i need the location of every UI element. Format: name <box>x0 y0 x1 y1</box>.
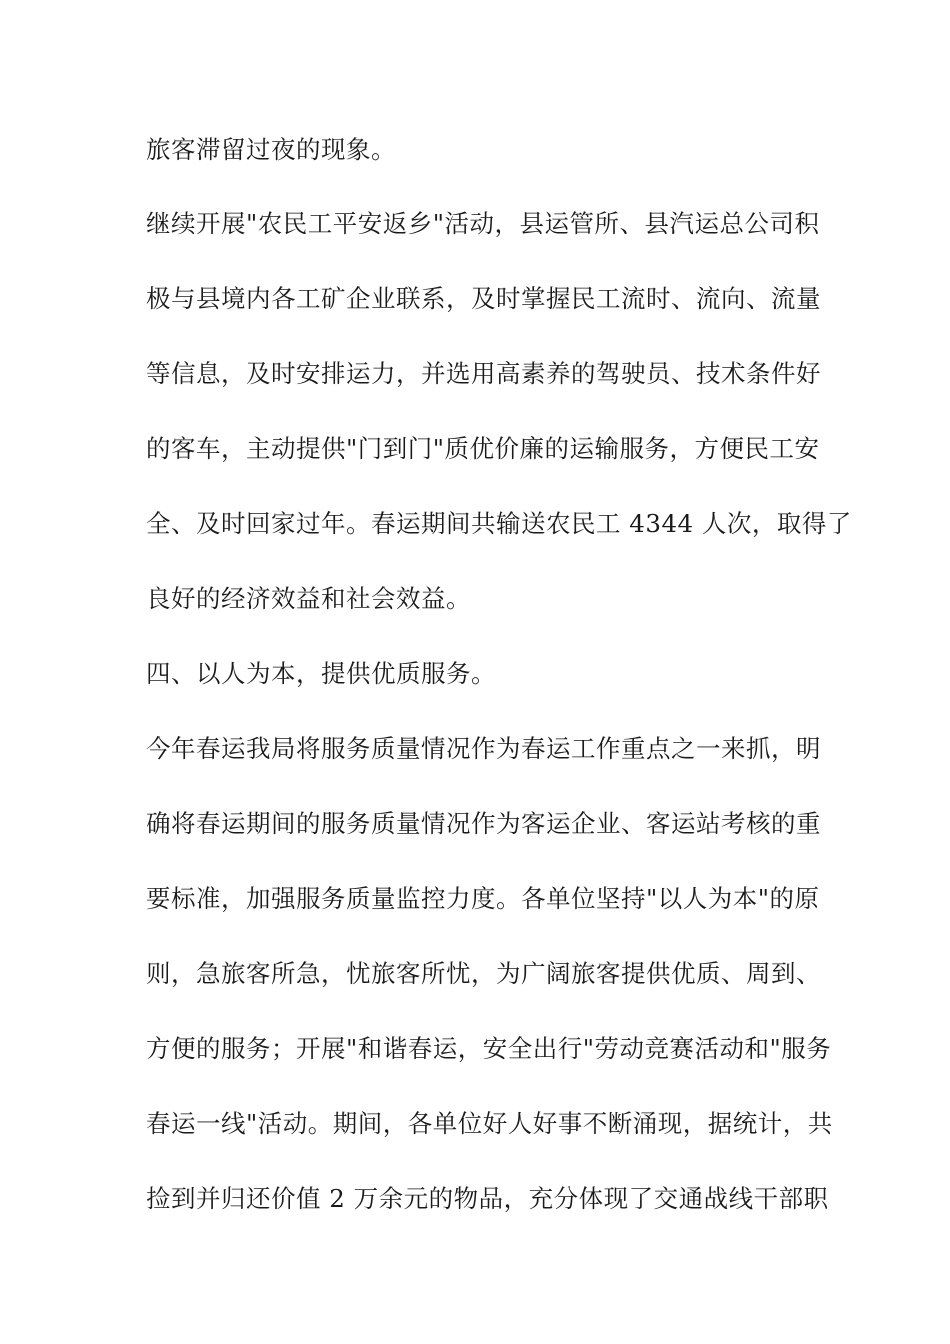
text-line: 则，急旅客所急，忧旅客所忧，为广阔旅客提供优质、周到、 <box>146 959 821 988</box>
text-line: 要标准，加强服务质量监控力度。各单位坚持"以人为本"的原 <box>146 884 820 913</box>
text-line: 确将春运期间的服务质量情况作为客运企业、客运站考核的重 <box>146 809 821 838</box>
text-line: 旅客滞留过夜的现象。 <box>146 135 396 164</box>
text-line: 的客车，主动提供"门到门"质优价廉的运输服务，方便民工安 <box>146 434 820 463</box>
text-line: 良好的经济效益和社会效益。 <box>146 584 471 613</box>
text-line: 极与县境内各工矿企业联系，及时掌握民工流时、流向、流量 <box>146 284 821 313</box>
text-line: 今年春运我局将服务质量情况作为春运工作重点之一来抓，明 <box>146 734 821 763</box>
section-heading: 四、以人为本，提供优质服务。 <box>146 659 496 688</box>
text-line: 等信息，及时安排运力，并选用高素养的驾驶员、技术条件好 <box>146 359 821 388</box>
text-line: 捡到并归还价值 2 万余元的物品，充分体现了交通战线干部职 <box>146 1184 829 1213</box>
text-line: 春运一线"活动。期间，各单位好人好事不断涌现，据统计，共 <box>146 1109 833 1138</box>
text-line: 方便的服务；开展"和谐春运，安全出行"劳动竞赛活动和"服务 <box>146 1034 832 1063</box>
text-line: 全、及时回家过年。春运期间共输送农民工 4344 人次，取得了 <box>146 509 852 538</box>
text-line: 继续开展"农民工平安返乡"活动，县运管所、县汽运总公司积 <box>146 209 820 238</box>
